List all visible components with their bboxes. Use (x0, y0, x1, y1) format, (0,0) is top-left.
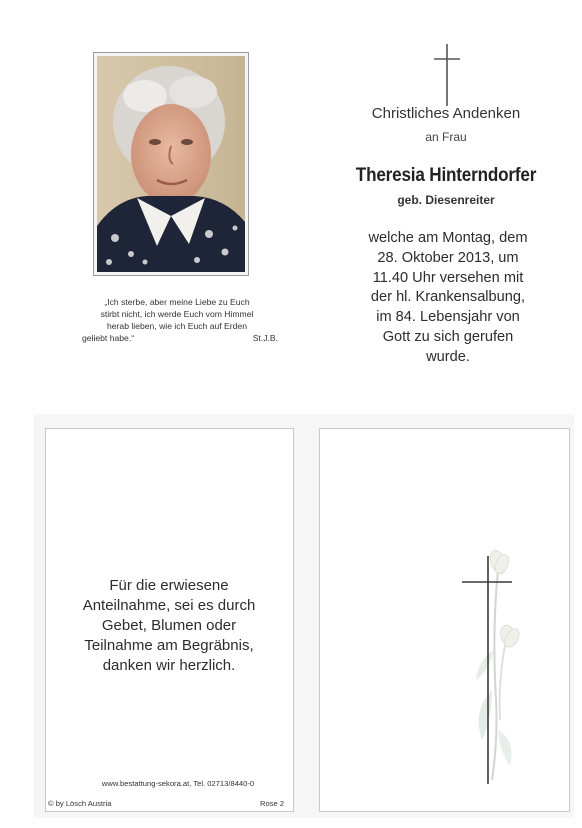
thanks-line: Teilnahme am Begräbnis, (84, 637, 254, 654)
maiden-name: geb. Diesenreiter (397, 193, 495, 207)
portrait-photo (93, 52, 249, 276)
quote (72, 296, 282, 344)
thanks-text (56, 576, 282, 676)
death-notice-line: welche am Montag, dem (368, 230, 528, 246)
decoration-panel (319, 428, 570, 812)
copyright-notice: © by Lösch Austria (48, 799, 112, 808)
death-notice-line: Gott zu sich gerufen (382, 328, 514, 345)
quote-line: stirbt nicht, ich werde Euch vom Himmel (100, 309, 254, 319)
card-model: Rose 2 (260, 799, 285, 808)
card-title: Christliches Andenken (371, 105, 521, 122)
portrait-photo-image (97, 56, 245, 272)
thanks-line: Für die erwiesene (109, 577, 229, 594)
death-notice (336, 229, 560, 368)
death-notice-line: wurde. (426, 348, 470, 365)
thanks-line: Gebet, Blumen oder (101, 617, 237, 634)
quote-line: „Ich sterbe, aber meine Liebe zu Euch (104, 297, 250, 307)
funeral-home-website: www.bestattung-sekora.at, Tel. 02713/8440-0 (101, 779, 255, 788)
deceased-name: Theresia Hinterndorfer (355, 165, 537, 186)
latin-cross-icon (432, 42, 462, 108)
death-notice-line: im 84. Lebensjahr von (376, 309, 520, 326)
thanks-line: danken wir herzlich. (102, 657, 236, 674)
quote-line: geliebt habe.“ (82, 333, 135, 343)
death-notice-line: 28. Oktober 2013, um (377, 249, 519, 266)
quote-line: herab lieben, wie ich Euch auf Erden (107, 321, 247, 331)
death-notice-line: der hl. Krankensalbung, (370, 289, 526, 306)
cross-with-flower-icon (452, 540, 522, 790)
thanks-line: Anteilnahme, sei es durch (82, 597, 256, 614)
death-notice-line: 11.40 Uhr versehen mit (372, 269, 524, 286)
quote-signature: St.J.B. (252, 333, 278, 343)
salutation: an Frau (425, 130, 467, 144)
